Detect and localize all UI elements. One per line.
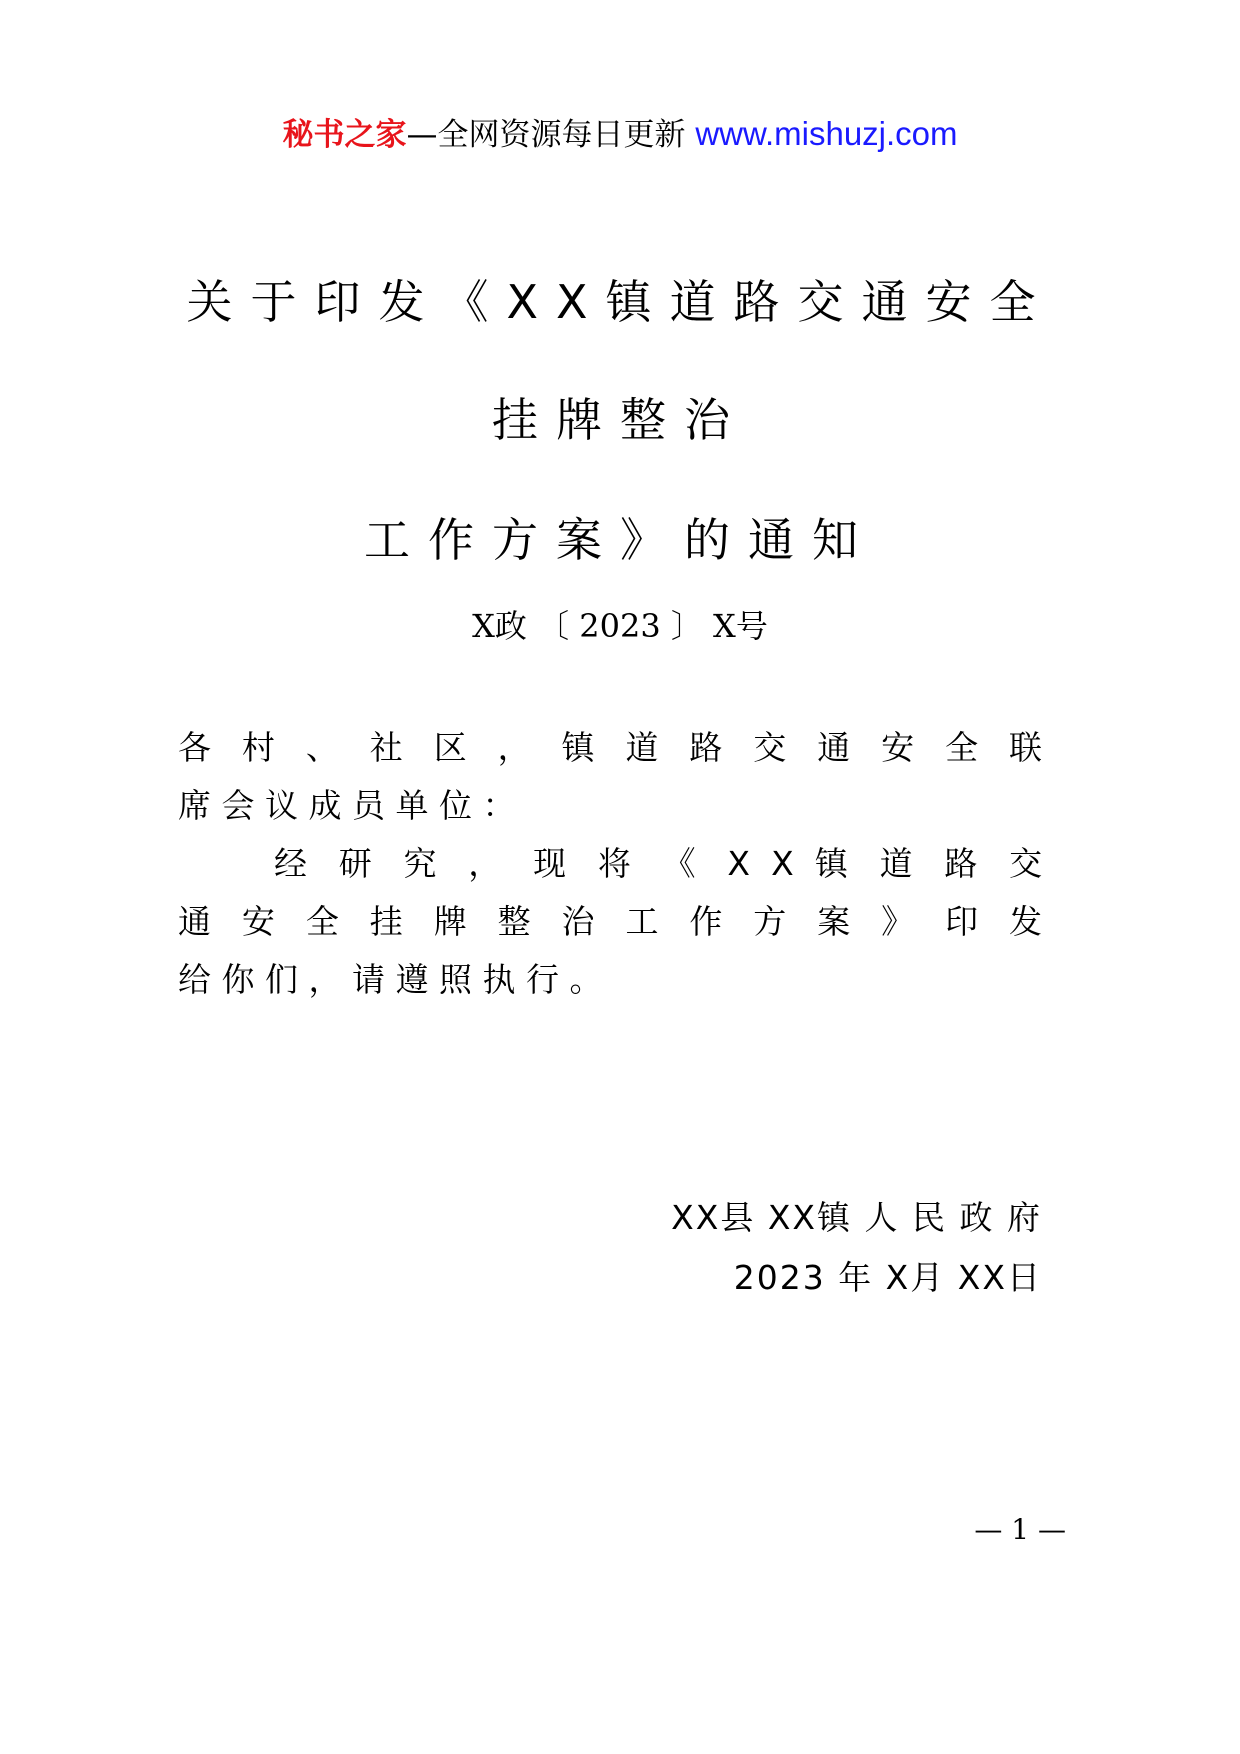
signature-organization: XX县 XX镇 人 民 政 府 bbox=[671, 1198, 1042, 1237]
site-url-link[interactable]: www.mishuzj.com bbox=[695, 115, 958, 152]
document-title-line-1: 关于印发《XX镇道路交通安全 bbox=[186, 275, 1054, 329]
document-number: X政 〔 2023 〕 X号 bbox=[472, 607, 768, 645]
body-paragraph bbox=[178, 835, 1042, 1009]
paragraph-line-2: 通 安 全 挂 牌 整 治 工 作 方 案 》 印 发 bbox=[178, 902, 1042, 941]
watermark-header bbox=[0, 112, 1240, 157]
document-title-line-2: 挂牌整治 bbox=[492, 393, 748, 447]
header-slogan: —全网资源每日更新 bbox=[406, 117, 686, 153]
paragraph-line-3: 给 你 们 ， 请 遵 照 执 行 。 bbox=[178, 960, 603, 999]
paragraph-line-1: 经 研 究 ， 现 将 《 X X 镇 道 路 交 bbox=[274, 844, 1043, 883]
signature-date: 2023 年 X月 XX日 bbox=[733, 1258, 1042, 1297]
greeting-line-1: 各 村 、 社 区 ， 镇 道 路 交 通 安 全 联 bbox=[178, 728, 1042, 767]
greeting bbox=[178, 719, 1042, 835]
greeting-line-2: 席 会 议 成 员 单 位 ： bbox=[178, 786, 516, 825]
document-title-line-3: 工作方案》的通知 bbox=[364, 513, 876, 567]
page-number: — 1 — bbox=[974, 1513, 1066, 1546]
brand-name: 秘书之家 bbox=[282, 117, 407, 153]
